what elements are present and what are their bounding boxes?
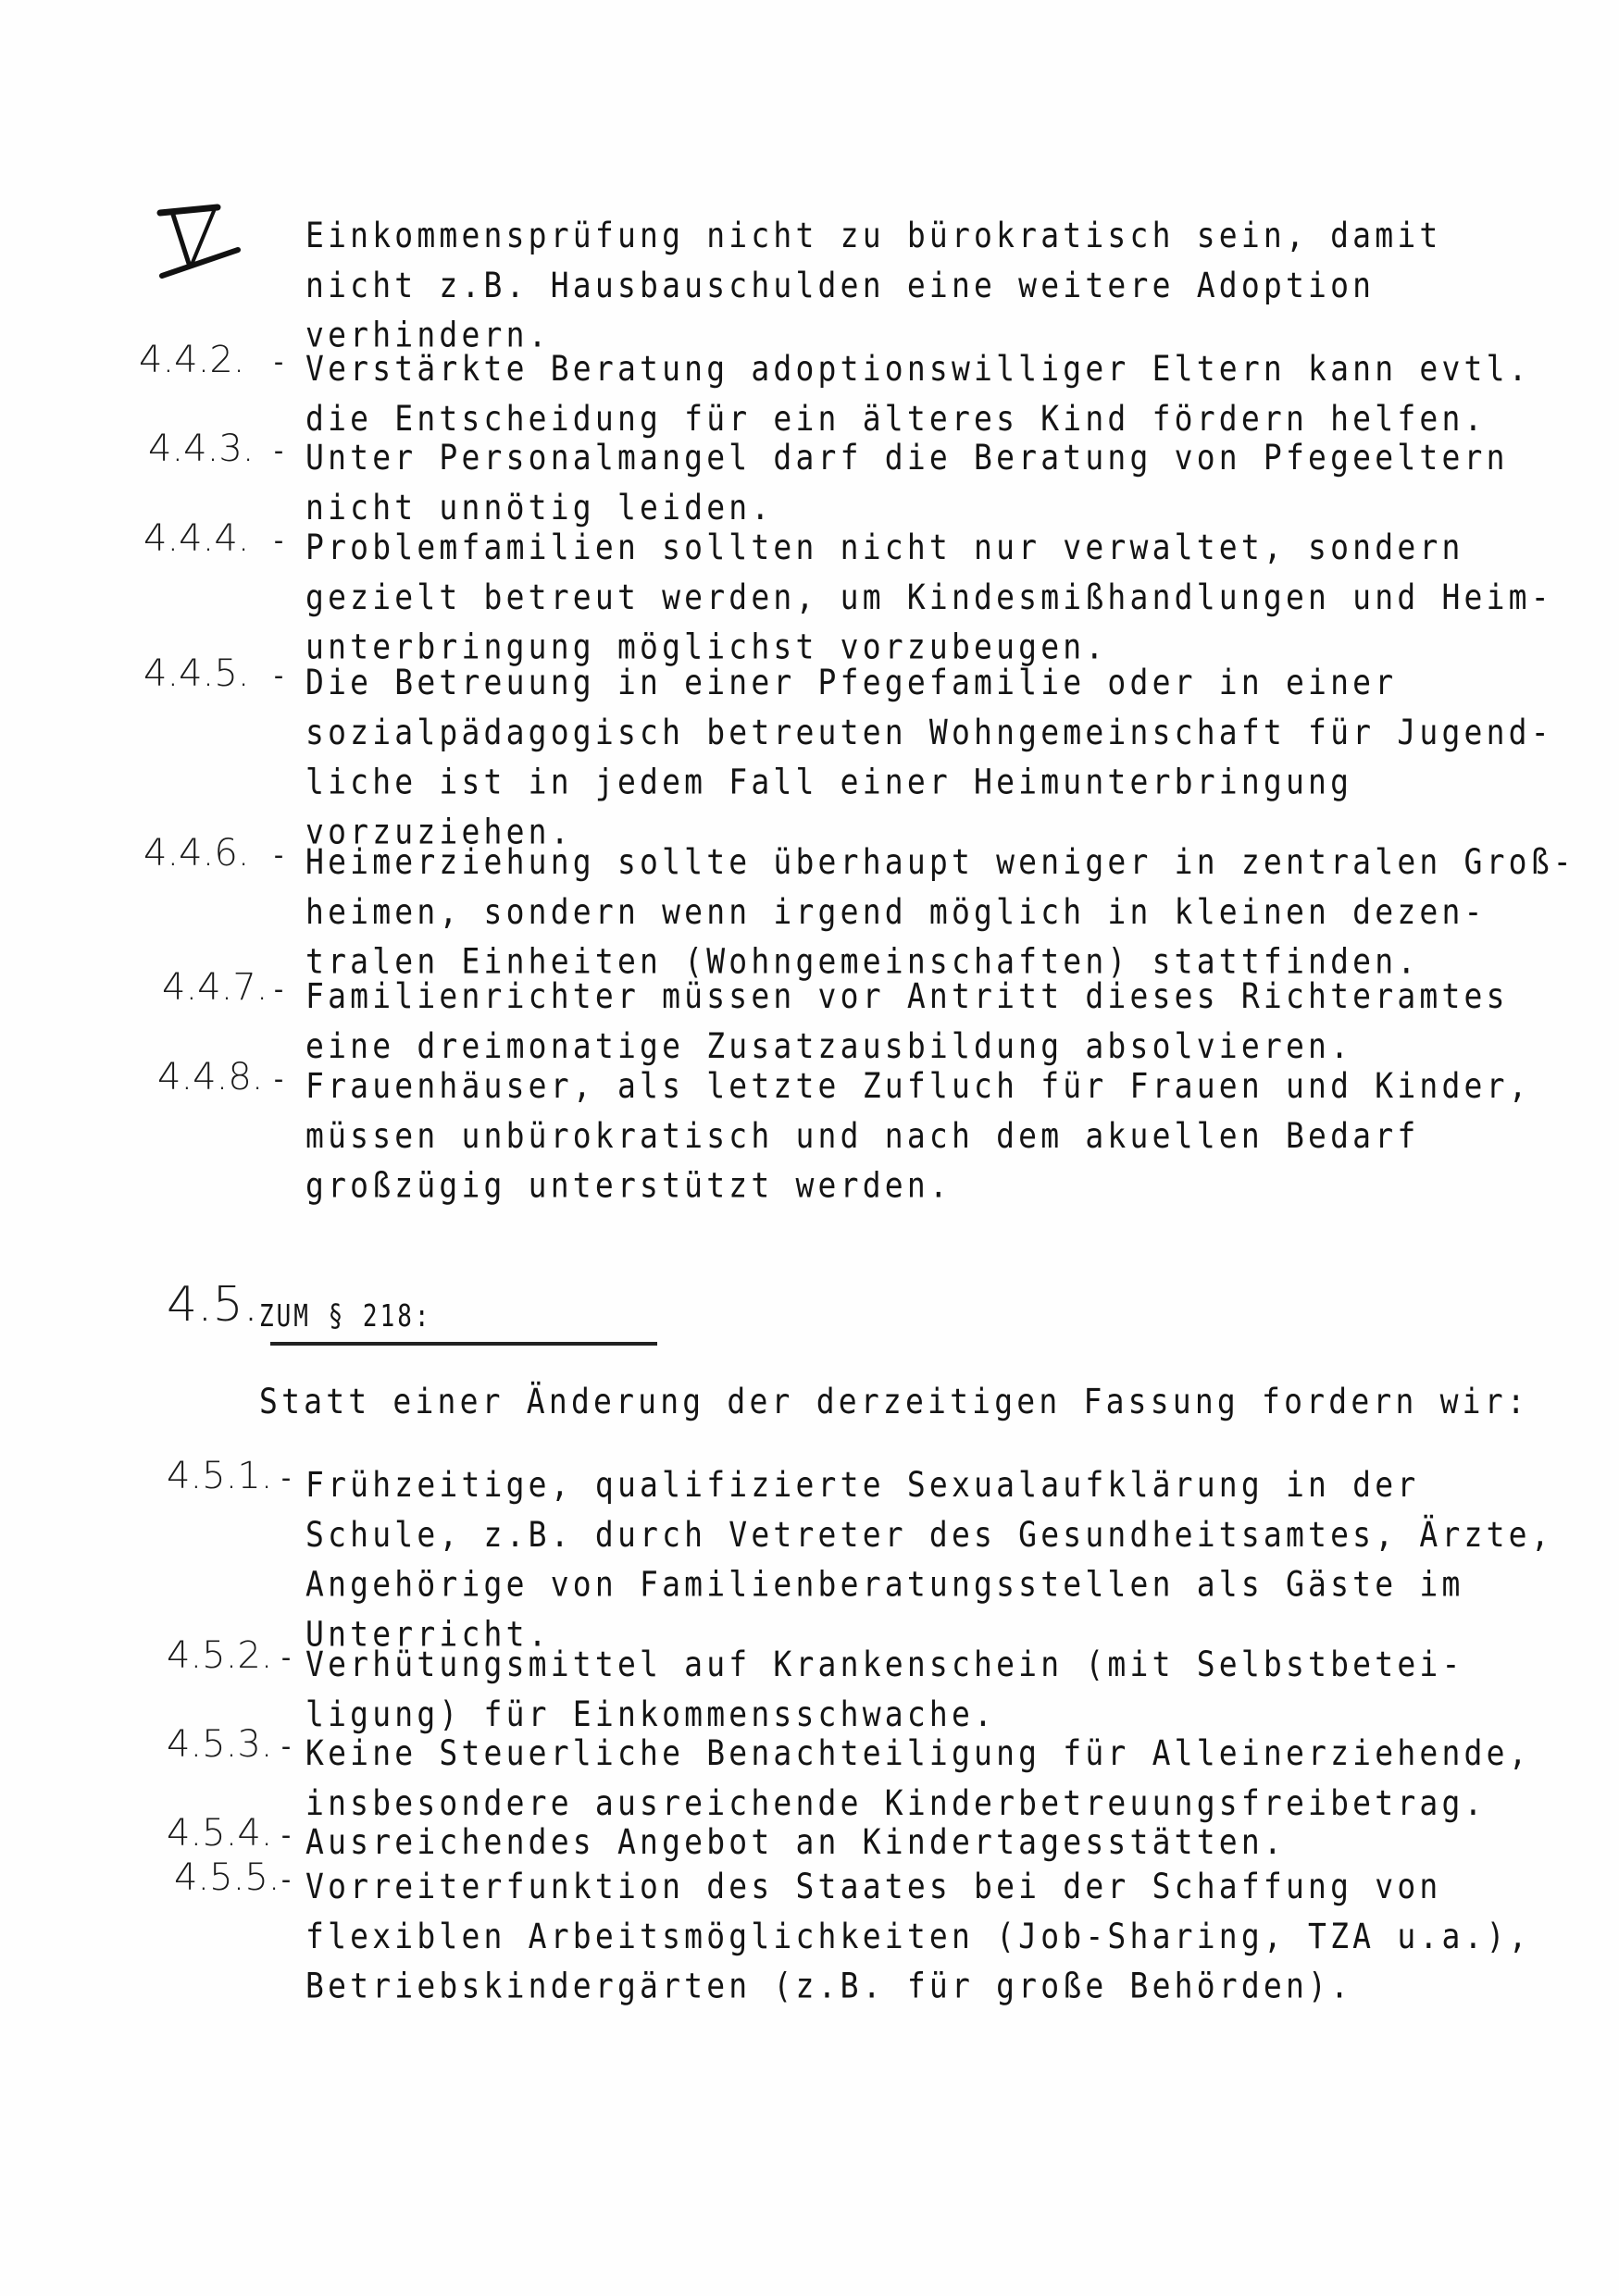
text-line: heimen, sondern wenn irgend möglich in kleinen dezen-: [305, 891, 1487, 932]
item-dash: -: [270, 660, 288, 692]
item-number: 4.4.2.: [139, 339, 245, 381]
text-line: tralen Einheiten (Wohngemeinschaften) stattfinden.: [305, 941, 1420, 982]
text-line: Ausreichendes Angebot an Kindertagesstätten.: [305, 1821, 1286, 1863]
text-line: ligung) für Einkommensschwache.: [305, 1694, 997, 1734]
title-underline: [270, 1342, 657, 1346]
item-dash: -: [278, 1819, 295, 1852]
item-dash: -: [278, 1731, 295, 1763]
text-line: eine dreimonatige Zusatzausbildung absolvieren.: [305, 1025, 1353, 1066]
item-dash: -: [270, 346, 288, 379]
item-lines: [305, 1818, 1286, 1868]
text-line: Unter Personalmangel darf die Beratung von Pfegeeltern: [305, 437, 1509, 478]
item-lines: [305, 1729, 1531, 1829]
text-line: sozialpädagogisch betreuten Wohngemeinschaft für Jugend-: [305, 712, 1553, 752]
item-lines: [305, 1640, 1464, 1740]
item-lines: [305, 838, 1575, 987]
text-line: Vorreiterfunktion des Staates bei der Schaffung von: [305, 1866, 1442, 1907]
item-dash: -: [270, 974, 288, 1006]
text-line: Verstärkte Beratung adoptionswilliger Eltern kann evtl.: [305, 348, 1531, 390]
text-line: Verhütungsmittel auf Krankenschein (mit Selbstbetei-: [305, 1644, 1464, 1685]
text-line: Problemfamilien sollten nicht nur verwaltet, sondern: [305, 527, 1464, 568]
item-number: 4.5.5.: [174, 1856, 280, 1899]
item-lines: [305, 658, 1553, 857]
text-line: Frauenhäuser, als letzte Zufluch für Frauen und Kinder,: [305, 1065, 1531, 1107]
item-dash: -: [270, 1063, 288, 1096]
item-number: 4.5.4.: [167, 1812, 273, 1855]
item-lines: [305, 972, 1509, 1072]
text-line: Heimerziehung sollte überhaupt weniger in zentralen Groß-: [305, 841, 1575, 883]
text-line: Angehörige von Familienberatungsstellen als Gäste im: [305, 1564, 1464, 1605]
item-number: 4.4.5.: [143, 652, 250, 695]
item-dash: -: [270, 435, 288, 467]
text-line: Frühzeitige, qualifizierte Sexualaufklärung in der: [305, 1464, 1420, 1506]
item-lines: [305, 1460, 1553, 1659]
item-number: 4.4.3.: [148, 428, 255, 470]
item-dash: -: [270, 839, 288, 872]
text-line: vorzuziehen.: [305, 811, 573, 852]
item-lines: [305, 344, 1531, 444]
text-line: liche ist in jedem Fall einer Heimunterbringung: [305, 762, 1353, 802]
text-line: Unterricht.: [305, 1613, 551, 1655]
item-dash: -: [270, 525, 288, 557]
text-line: die Entscheidung für ein älteres Kind fördern helfen.: [305, 398, 1487, 439]
item-number: 4.5.1.: [167, 1455, 273, 1497]
text-line: Keine Steuerliche Benachteiligung für Alleinerziehende,: [305, 1732, 1531, 1774]
text-line: Familienrichter müssen vor Antritt dieses Richteramtes: [305, 975, 1509, 1017]
item-dash: -: [278, 1864, 295, 1896]
item-lines: [305, 1061, 1531, 1210]
paragraph-lines: [305, 211, 1441, 360]
text-line: Betriebskindergärten (z.B. für große Behörden).: [305, 1966, 1353, 2006]
text-line: verhindern.: [305, 315, 551, 355]
item-number: 4.4.4.: [143, 517, 250, 560]
section-title: ZUM § 218:: [259, 1299, 432, 1334]
section-intro: Statt einer Änderung der derzeitigen Fassung fordern wir:: [259, 1381, 1529, 1422]
text-line: nicht unnötig leiden.: [305, 487, 774, 527]
text-line: großzügig unterstützt werden.: [305, 1165, 952, 1206]
text-line: flexiblen Arbeitsmöglichkeiten (Job-Sharing, TZA u.a.),: [305, 1916, 1531, 1956]
item-dash: -: [278, 1642, 295, 1674]
text-line: müssen unbürokratisch und nach dem akuellen Bedarf: [305, 1115, 1420, 1156]
text-line: insbesondere ausreichende Kinderbetreuungsfreibetrag.: [305, 1782, 1487, 1823]
item-number: 4.4.7.: [162, 966, 268, 1009]
text-line: Die Betreuung in einer Pfegefamilie oder in einer: [305, 662, 1398, 703]
item-number: 4.4.6.: [143, 832, 250, 875]
item-lines: [305, 433, 1509, 533]
item-lines: [305, 523, 1553, 672]
item-lines: [305, 1862, 1531, 2011]
item-dash: -: [278, 1462, 295, 1495]
text-line: gezielt betreut werden, um Kindesmißhandlungen und Heim-: [305, 577, 1553, 617]
section-number: 4.5.: [167, 1277, 259, 1333]
roman-numeral-v-mark: [153, 202, 255, 285]
text-line: nicht z.B. Hausbauschulden eine weitere Adoption: [305, 265, 1376, 305]
text-line: unterbringung möglichst vorzubeugen.: [305, 627, 1108, 667]
item-number: 4.5.3.: [167, 1723, 273, 1766]
text-line: Schule, z.B. durch Vetreter des Gesundheitsamtes, Ärzte,: [305, 1514, 1553, 1555]
item-number: 4.4.8.: [157, 1056, 264, 1098]
item-number: 4.5.2.: [167, 1634, 273, 1677]
text-line: Einkommensprüfung nicht zu bürokratisch sein, damit: [305, 215, 1442, 256]
